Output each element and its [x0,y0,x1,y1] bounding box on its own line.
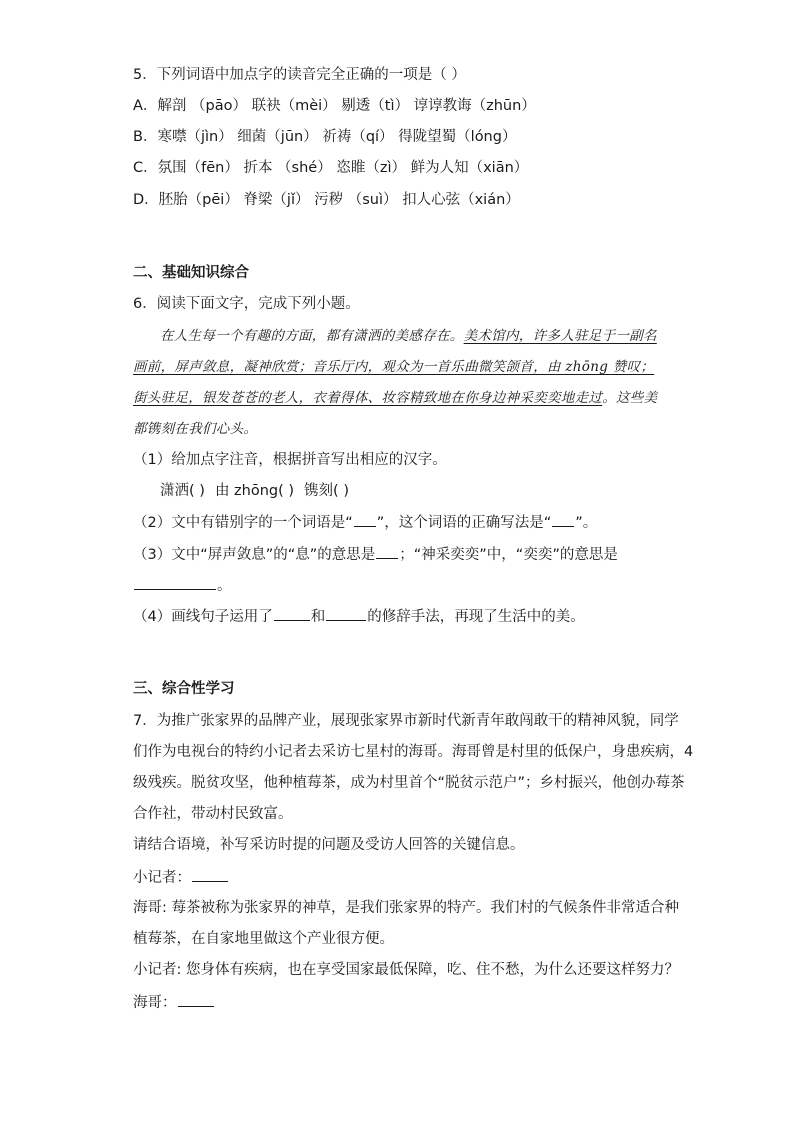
passage-line-3 [133,388,657,408]
underlined-sentence-3: 街头驻足，银发苍苍的老人，衣着得体、妆容精致地在你身边神采奕奕地走过 [133,390,603,406]
passage-line-4: 都镌刻在我们心头。 [133,421,258,437]
item-xiaosa: 潇洒( ) [160,483,205,499]
q6-stem: 6．阅读下面文字，完成下列小题。 [133,296,360,312]
answer-blank[interactable] [552,512,574,527]
q5-option-a: A．解剖 （pāo） 联袂（mèi） 剔透（tì） 谆谆教诲（zhūn） [133,98,536,114]
q6-part-3-text-b: ；“神采奕奕”中，“奕奕”的意思是 [399,547,618,563]
passage-line-1a: 在人生每一个有趣的方面，都有潇洒的美感存在。 [160,328,464,344]
q6-part-4 [133,606,585,627]
q7-line-1: 7．为推广张家界的品牌产业，展现张家界市新时代新青年敢闯敢干的精神风貌，同学 [133,713,679,729]
answer-blank[interactable] [354,512,376,527]
haige-label: 海哥： [133,995,177,1011]
answer-blank[interactable] [192,867,228,882]
section-2-heading: 二、基础知识综合 [133,265,249,281]
item-juanke: 镌刻( ) [304,483,349,499]
q6-part-2 [133,512,597,533]
q6-part-2-text-b: ”，这个词语的正确写法是“ [376,515,552,531]
q7-instruction: 请结合语境，补写采访时提的问题及受访人回答的关键信息。 [133,837,525,853]
answer-blank[interactable] [376,544,398,559]
passage-line-3b: 。这些美 [602,390,658,406]
section-3-heading: 三、综合性学习 [133,681,235,697]
q6-part-3 [133,544,618,565]
passage-line-2: 画前，屏声敛息，凝神欣赏；音乐厅内，观众为一首乐曲微笑颌首，由 zhōng 赞叹； [133,359,655,375]
q5-option-c: C．氛围（fēn） 折本 （shé） 恣睢（zì） 鲜为人知（xiān） [133,160,529,176]
haige-answer-2 [133,992,215,1013]
q6-part-1-items [160,481,349,501]
reporter-label: 小记者： [133,870,191,886]
q6-part-2-text-c: ”。 [575,515,598,531]
q6-part-4-text-a: （4）画线句子运用了 [133,609,273,625]
haige-answer-1b: 植莓茶，在自家地里做这个产业很方便。 [133,931,394,947]
q6-part-3-text-c: 。 [217,578,232,594]
reporter-question-1 [133,867,229,888]
q5-stem: 5．下列词语中加点字的读音完全正确的一项是（ ） [133,67,466,83]
passage-line-1 [160,326,657,346]
q6-part-3-cont [133,575,232,596]
haige-answer-1a: 海哥: 莓茶被称为张家界的神草，是我们张家界的特产。我们村的气候条件非常适合种 [133,900,679,916]
answer-blank[interactable] [178,992,214,1007]
underlined-sentence-1: 美术馆内，许多人驻足于一副名 [463,328,657,344]
item-zhong: 由 zhōng( ) [214,483,295,499]
q6-part-4-text-b: 和 [310,609,326,625]
q7-line-2: 们作为电视台的特约小记者去采访七星村的海哥。海哥曾是村里的低保户，身患疾病，4 [133,744,694,760]
q7-line-4: 合作社，带动村民致富。 [133,806,293,822]
q7-line-3: 级残疾。脱贫攻坚，他种植莓茶，成为村里首个“脱贫示范户”；乡村振兴，他创办莓茶 [133,775,685,791]
answer-blank[interactable] [134,575,216,590]
q6-part-1: （1）给加点字注音，根据拼音写出相应的汉字。 [133,452,447,468]
q6-part-4-text-c: 的修辞手法，再现了生活中的美。 [367,609,585,625]
q5-option-b: B．寒噤（jìn） 细菌（jūn） 祈祷（qí） 得陇望蜀（lóng） [133,129,517,145]
q5-option-d: D．胚胎（pēi） 脊梁（jǐ） 污秽 （suì） 扣人心弦（xián） [133,192,520,208]
q6-part-3-text-a: （3）文中“屏声敛息”的“息”的意思是 [133,547,376,563]
answer-blank[interactable] [274,606,310,621]
answer-blank[interactable] [326,606,366,621]
reporter-question-2: 小记者: 您身体有疾病，也在享受国家最低保障，吃、住不愁，为什么还要这样努力？ [133,962,679,978]
q6-part-2-text-a: （2）文中有错别字的一个词语是“ [133,515,353,531]
